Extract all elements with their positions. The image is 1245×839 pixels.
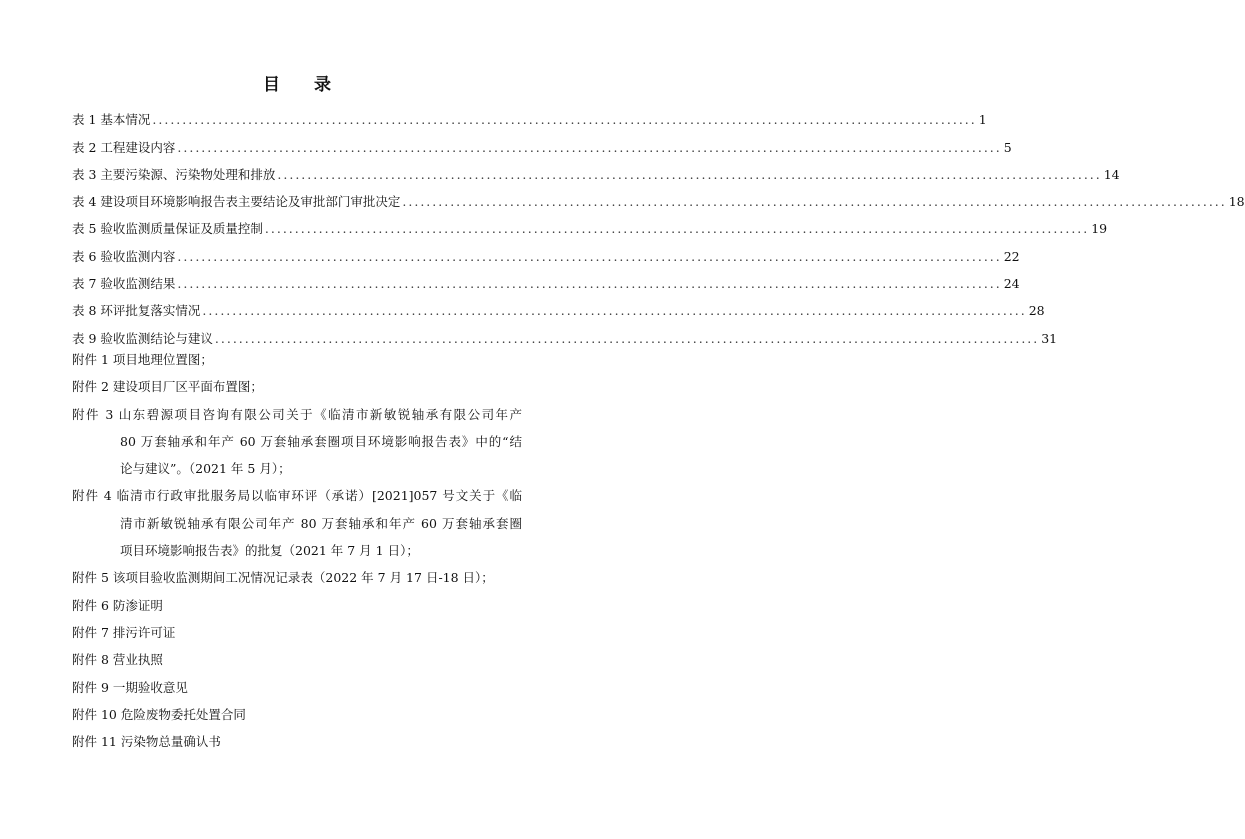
appendix-item: 附件 7 排污许可证	[72, 624, 176, 640]
appendix-line: 项目环境影响报告表》的批复（2021 年 7 月 1 日）；	[120, 543, 419, 559]
toc-leader-dots: ..........................................................................................................................................	[202, 303, 1027, 319]
toc-entry[interactable]	[72, 100, 987, 128]
toc-entry-label: 表 4 建设项目环境影响报告表主要结论及审批部门审批决定	[72, 194, 401, 210]
toc-entry-page: 18	[1228, 194, 1245, 210]
appendix-item: 附件 9 一期验收意见	[72, 679, 188, 695]
toc-entry-page: 14	[1103, 166, 1120, 182]
toc-entry-page: 28	[1028, 303, 1045, 319]
toc-leader-dots: ..........................................................................................................................................	[277, 166, 1102, 182]
toc-leader-dots: ..........................................................................................................................................	[177, 276, 1002, 292]
toc-entry-page: 5	[1003, 139, 1012, 155]
toc-entry-page: 19	[1091, 221, 1108, 237]
toc-entry-page: 24	[1003, 276, 1020, 292]
appendix-line: 附件 3 山东碧源项目咨询有限公司关于《临清市新敏锐轴承有限公司年产	[72, 406, 522, 422]
toc-entry-label: 表 6 验收监测内容	[72, 248, 176, 264]
toc-entry[interactable]	[72, 236, 1020, 264]
appendix-line: 论与建议”。（2021 年 5 月）；	[120, 461, 291, 477]
toc-entry[interactable]	[72, 264, 1020, 292]
toc-leader-dots: ..........................................................................................................................................	[177, 248, 1002, 264]
toc-entry[interactable]	[72, 318, 1058, 346]
appendix-item-multiline	[72, 482, 522, 564]
toc-leader-dots: ..........................................................................................................................................	[214, 330, 1040, 346]
toc-entry-label: 表 7 验收监测结果	[72, 276, 176, 292]
appendix-item: 附件 8 营业执照	[72, 652, 163, 668]
toc-entry[interactable]	[72, 182, 1245, 210]
toc-entry[interactable]	[72, 155, 1120, 182]
appendix-item: 附件 11 污染物总量确认书	[72, 734, 221, 750]
appendix-item: 附件 5 该项目验收监测期间工况情况记录表（2022 年 7 月 17 日-18 日）；	[72, 570, 494, 586]
appendix-item: 附件 2 建设项目厂区平面布置图；	[72, 379, 263, 395]
page-title: 目 录	[263, 75, 345, 95]
appendix-line: 清市新敏锐轴承有限公司年产 80 万套轴承和年产 60 万套轴承套圈	[120, 515, 522, 531]
toc-entry[interactable]	[72, 209, 1108, 237]
toc-leader-dots: ..........................................................................................................................................	[402, 194, 1227, 210]
appendix-line: 附件 4 临清市行政审批服务局以临审环评（承诺）[2021]057 号文关于《临	[72, 488, 522, 504]
toc-entry-label: 表 2 工程建设内容	[72, 139, 176, 155]
toc-entry[interactable]	[72, 291, 1045, 319]
toc-entry-label: 表 5 验收监测质量保证及质量控制	[72, 221, 263, 237]
appendix-item: 附件 6 防渗证明	[72, 597, 163, 613]
table-of-contents	[72, 100, 1245, 346]
toc-entry-page: 1	[978, 112, 987, 128]
toc-leader-dots: ..........................................................................................................................................	[152, 112, 977, 128]
appendix-line: 80 万套轴承和年产 60 万套轴承套圈项目环境影响报告表》中的“结	[120, 433, 522, 449]
toc-entry-label: 表 9 验收监测结论与建议	[72, 330, 213, 346]
toc-leader-dots: ..........................................................................................................................................	[177, 139, 1002, 155]
toc-entry-page: 31	[1041, 330, 1058, 346]
appendix-item-multiline	[72, 401, 522, 483]
toc-entry-label: 表 1 基本情况	[72, 112, 151, 128]
toc-entry[interactable]	[72, 127, 1012, 155]
appendix-list	[72, 346, 522, 755]
toc-leader-dots: ..........................................................................................................................................	[264, 221, 1090, 237]
toc-entry-label: 表 8 环评批复落实情况	[72, 303, 201, 319]
appendix-item: 附件 10 危险废物委托处置合同	[72, 706, 246, 722]
appendix-item: 附件 1 项目地理位置图；	[72, 352, 213, 367]
toc-entry-page: 22	[1003, 248, 1020, 264]
toc-entry-label: 表 3 主要污染源、污染物处理和排放	[72, 166, 276, 182]
